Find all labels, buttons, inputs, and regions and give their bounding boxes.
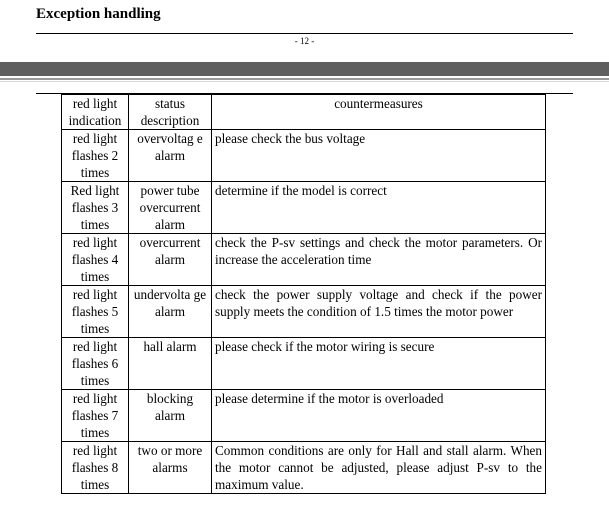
measure-cell: please check if the motor wiring is secure	[212, 338, 546, 390]
measure-cell: please check the bus voltage	[212, 130, 546, 182]
section-title: Exception handling	[36, 6, 161, 22]
status-cell: undervolta ge alarm	[129, 286, 212, 338]
light-cell: red light flashes 7 times	[62, 390, 129, 442]
table-row	[62, 338, 546, 390]
status-cell: overvoltag e alarm	[129, 130, 212, 182]
measure-cell: check the P-sv settings and check the motor parameters. Or increase the acceleration time	[212, 234, 546, 286]
page-separator-shadow	[0, 81, 609, 82]
table-row	[62, 286, 546, 338]
page-number: - 12 -	[294, 36, 315, 46]
light-cell: red light flashes 6 times	[62, 338, 129, 390]
measure-cell: please determine if the motor is overloaded	[212, 390, 546, 442]
status-cell: overcurrent alarm	[129, 234, 212, 286]
light-cell: red light flashes 2 times	[62, 130, 129, 182]
table-header-row	[62, 95, 546, 130]
status-cell: two or more alarms	[129, 442, 212, 494]
light-cell: red light flashes 5 times	[62, 286, 129, 338]
light-cell: red light flashes 8 times	[62, 442, 129, 494]
header-rule	[36, 33, 573, 34]
header-light: red light indication	[62, 95, 129, 130]
measure-cell: check the power supply voltage and check if the power supply meets the condition of 1.5 times the motor power	[212, 286, 546, 338]
table-row	[62, 442, 546, 494]
table-row	[62, 130, 546, 182]
measure-cell: determine if the model is correct	[212, 182, 546, 234]
measure-cell: Common conditions are only for Hall and stall alarm. When the motor cannot be adjusted, please adjust P-sv to the maximum value.	[212, 442, 546, 494]
status-cell: power tube overcurrent alarm	[129, 182, 212, 234]
header-measure: countermeasures	[212, 95, 546, 130]
light-cell: red light flashes 4 times	[62, 234, 129, 286]
table-row	[62, 182, 546, 234]
alarm-table	[61, 94, 546, 494]
status-cell: blocking alarm	[129, 390, 212, 442]
page-separator-band	[0, 62, 609, 76]
status-cell: hall alarm	[129, 338, 212, 390]
table-row	[62, 234, 546, 286]
table-row	[62, 390, 546, 442]
page-separator-line	[0, 78, 609, 80]
light-cell: Red light flashes 3 times	[62, 182, 129, 234]
header-status: status description	[129, 95, 212, 130]
